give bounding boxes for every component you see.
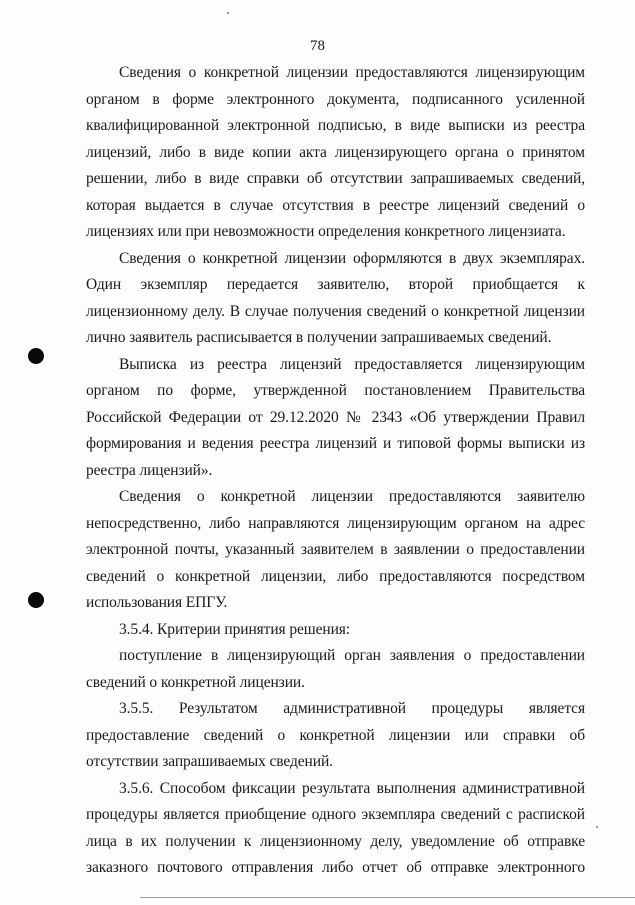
paragraph-registry-extract: Выписка из реестра лицензий предоставляется лицензирующим органом по форме, утвержденной постановлением Правительства Российской Федерации от 29.12.2020 № 2343 «Об утверждении Правил формирования и ведения реестра лицензий и типовой формы выписки из реестра лицензий». <box>86 355 585 479</box>
binder-hole-top <box>28 348 44 364</box>
page-body <box>86 60 585 882</box>
paragraph-result: 3.5.5. Результатом административной процедуры является предоставление сведений о конкретной лицензии или справки об отсутствии запрашиваемых сведений. <box>86 700 585 770</box>
binder-hole-bottom <box>28 592 44 608</box>
paragraph-criteria-heading: 3.5.4. Критерии принятия решения: <box>119 620 351 638</box>
scan-speck <box>596 826 598 828</box>
scan-speck <box>227 12 229 14</box>
scan-edge-line <box>140 897 635 898</box>
paragraph-criteria-text: поступление в лицензирующий орган заявления о предоставлении сведений о конкретной лицензии. <box>86 647 585 691</box>
paragraph-license-info-form: Сведения о конкретной лицензии предоставляются лицензирующим органом в форме электронного документа, подписанного усиленной квалифицированной электронной подписью, в виде выписки из реестра лицензий, либо в виде копии акта лицензирующего органа о принятом решении, либо в виде справки об отсутствии запрашиваемых сведений, которая выдается в случае отсутствия в реестре лицензий сведений о лицензиях или при невозможности определения конкретного лицензиата. <box>86 64 585 240</box>
paragraph-delivery-methods: Сведения о конкретной лицензии предоставляются заявителю непосредственно, либо направляются лицензирующим органом на адрес электронной почты, указанный заявителем в заявлении о предоставлении сведений о конкретной лицензии, либо предоставляются посредством использования ЕПГУ. <box>86 488 585 611</box>
page-number: 78 <box>310 38 325 54</box>
paragraph-fixation-method: 3.5.6. Способом фиксации результата выполнения административной процедуры является приобщение одного экземпляра сведений с распиской лица в их получении к лицензионному делу, уведомление об отправке заказного почтового отправления либо отчет об отправке электронного <box>86 779 585 876</box>
paragraph-two-copies: Сведения о конкретной лицензии оформляются в двух экземплярах. Один экземпляр передается заявителю, второй приобщается к лицензионному делу. В случае получения сведений о конкретной лицензии лично заявитель расписывается в получении запрашиваемых сведений. <box>86 249 585 346</box>
